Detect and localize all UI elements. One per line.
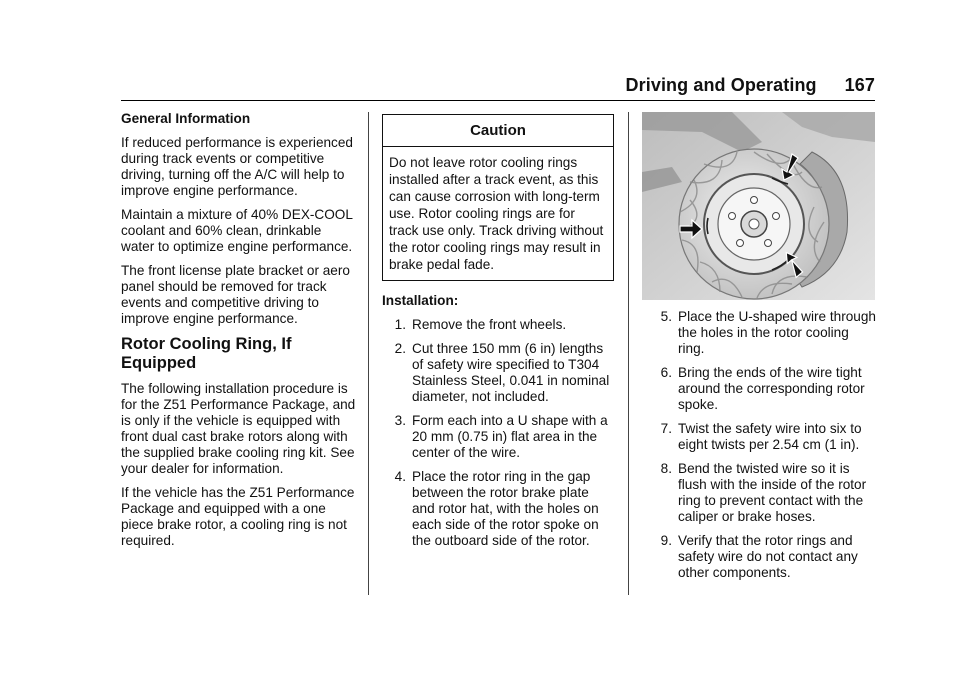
column-divider-2 bbox=[628, 112, 629, 595]
column-right bbox=[642, 309, 878, 589]
list-item: 1. Remove the front wheels. bbox=[394, 317, 567, 332]
brake-rotor-illustration bbox=[642, 112, 875, 300]
column-middle bbox=[382, 114, 614, 557]
page-header bbox=[121, 72, 875, 96]
page-number: 167 bbox=[844, 75, 875, 95]
column-left bbox=[121, 111, 357, 557]
installation-steps bbox=[382, 317, 614, 549]
list-item: 6. Bring the ends of the wire tight around the corresponding rotor spoke. bbox=[660, 365, 865, 412]
paragraph: If the vehicle has the Z51 Performance Package and equipped with a one piece brake rotor, a cooling ring is not required. bbox=[121, 485, 355, 548]
rotor-cooling-heading: Rotor Cooling Ring, If Equipped bbox=[121, 335, 292, 372]
brake-rotor-figure bbox=[642, 112, 875, 300]
caution-title: Caution bbox=[383, 115, 613, 147]
list-item: 8. Bend the twisted wire so it is flush with the inside of the rotor ring to prevent contact with the caliper or brake hoses. bbox=[660, 461, 867, 524]
paragraph: If reduced performance is experienced during track events or competitive driving, turning off the A/C will help to improve engine performance. bbox=[121, 135, 353, 198]
list-item: 9. Verify that the rotor rings and safety wire do not contact any other components. bbox=[660, 533, 858, 580]
installation-steps-continued bbox=[642, 309, 878, 581]
general-info-heading: General Information bbox=[121, 111, 251, 126]
paragraph: The front license plate bracket or aero panel should be removed for track events and competitive driving to improve engine performance. bbox=[121, 263, 350, 326]
installation-heading: Installation: bbox=[382, 293, 459, 308]
list-item: 5. Place the U-shaped wire through the holes in the rotor cooling ring. bbox=[660, 309, 876, 356]
section-title: Driving and Operating bbox=[625, 75, 817, 95]
paragraph: Maintain a mixture of 40% DEX-COOL coolant and 60% clean, drinkable water to optimize engine performance. bbox=[121, 207, 353, 254]
list-item: 4. Place the rotor ring in the gap between the rotor brake plate and rotor hat, with the holes on each side of the rotor spoke on the outboard side of the rotor. bbox=[394, 469, 599, 548]
list-item: 3. Form each into a U shape with a 20 mm (0.75 in) flat area in the center of the wire. bbox=[394, 413, 608, 460]
caution-body: Do not leave rotor cooling rings installed after a track event, as this can cause corrosion with long-term use. Rotor cooling rings are for track use only. Track driving without the rotor cooling rings may result in brake pedal fade. bbox=[389, 155, 604, 272]
list-item: 2. Cut three 150 mm (6 in) lengths of safety wire specified to T304 Stainless Steel, 0.041 in nominal diameter, not included. bbox=[394, 341, 610, 404]
list-item: 7. Twist the safety wire into six to eight twists per 2.54 cm (1 in). bbox=[660, 421, 862, 452]
caution-box bbox=[382, 114, 614, 281]
header-rule bbox=[121, 100, 875, 101]
column-divider-1 bbox=[368, 112, 369, 595]
paragraph: The following installation procedure is for the Z51 Performance Package, and is only if the vehicle is equipped with front dual cast brake rotors along with the supplied brake cooling ring kit. See your dealer for information. bbox=[121, 381, 356, 476]
